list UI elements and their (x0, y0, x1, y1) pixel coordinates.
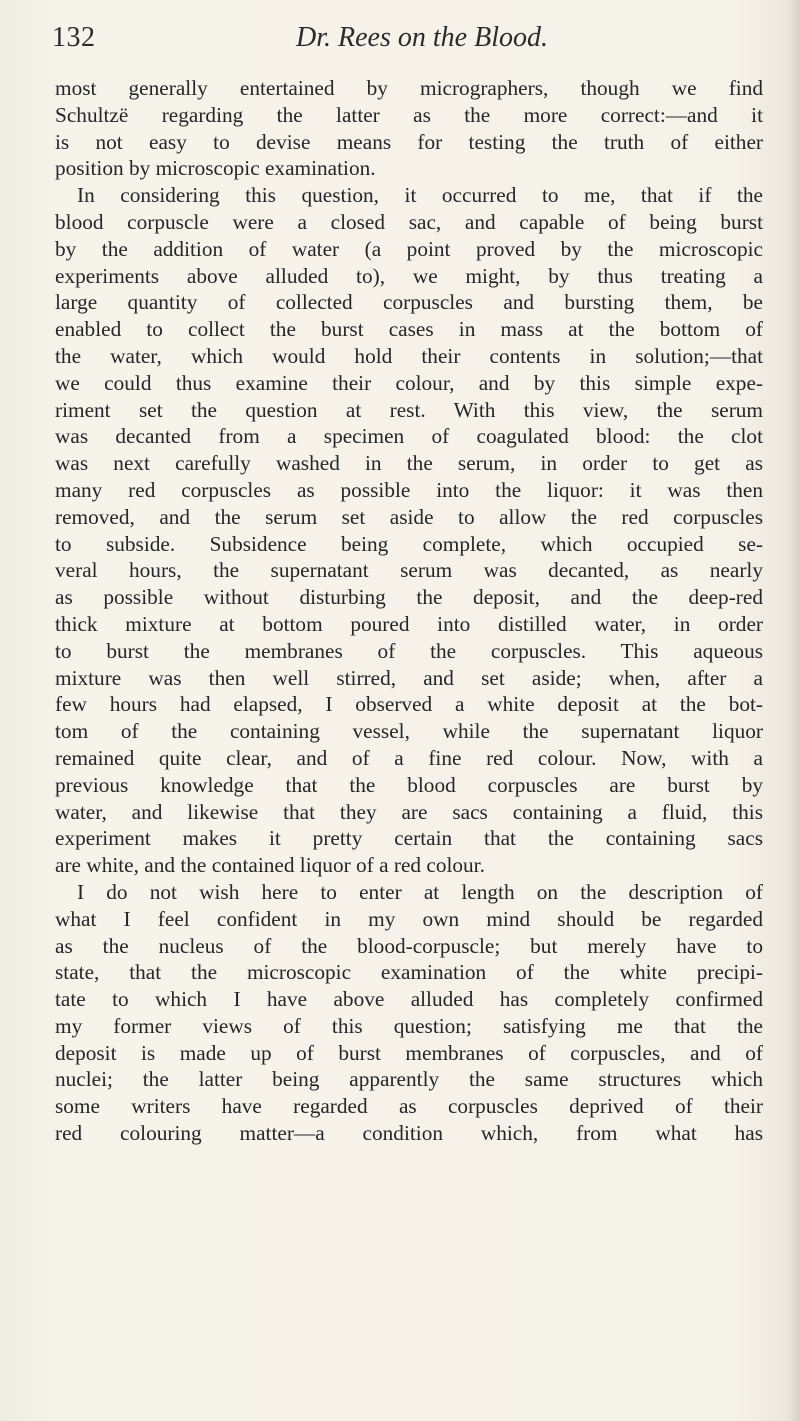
text-line: to burst the membranes of the corpuscles. This aqueous (55, 638, 763, 663)
text-line: enabled to collect the burst cases in mass at the bottom of (55, 317, 763, 342)
text-line: by the addition of water (a point proved by the microscopic (55, 236, 763, 261)
text-line: we could thus examine their colour, and by this simple expe- (55, 370, 763, 395)
text-line: thick mixture at bottom poured into distilled water, in order (55, 611, 763, 636)
text-line: mixture was then well stirred, and set aside; when, after a (55, 665, 763, 690)
text-line: veral hours, the supernatant serum was decanted, as nearly (55, 558, 763, 583)
text-line: remained quite clear, and of a fine red colour. Now, with a (55, 745, 763, 770)
text-line: riment set the question at rest. With this view, the serum (55, 397, 763, 422)
text-line: as the nucleus of the blood-corpuscle; but merely have to (55, 933, 763, 958)
text-line: position by microscopic examination. (55, 156, 376, 181)
paragraph-start-line: I do not wish here to enter at length on the description of (77, 879, 763, 904)
running-head (52, 18, 744, 62)
text-line: are white, and the contained liquor of a red colour. (55, 853, 485, 878)
page-number: 132 (52, 22, 96, 53)
text-line: deposit is made up of burst membranes of corpuscles, and of (55, 1040, 763, 1065)
text-line: red colouring matter—a condition which, from what has (55, 1121, 763, 1146)
text-line: blood corpuscle were a closed sac, and capable of being burst (55, 209, 763, 234)
page-edge-shadow (786, 0, 800, 1421)
text-line: previous knowledge that the blood corpuscles are burst by (55, 772, 763, 797)
text-line: removed, and the serum set aside to allow the red corpuscles (55, 504, 763, 529)
running-title: Dr. Rees on the Blood. (296, 22, 548, 53)
text-line: the water, which would hold their contents in solution;—that (55, 343, 763, 368)
text-line: experiments above alluded to), we might, by thus treating a (55, 263, 763, 288)
text-line: nuclei; the latter being apparently the same structures which (55, 1067, 763, 1092)
text-line: was next carefully washed in the serum, in order to get as (55, 451, 763, 476)
text-line: water, and likewise that they are sacs containing a fluid, this (55, 799, 763, 824)
text-line: experiment makes it pretty certain that the containing sacs (55, 826, 763, 851)
text-line: tate to which I have above alluded has completely confirmed (55, 987, 763, 1012)
text-line: many red corpuscles as possible into the liquor: it was then (55, 477, 763, 502)
body-text (55, 75, 763, 1147)
text-line: Schultzë regarding the latter as the more correct:—and it (55, 102, 763, 127)
text-line: most generally entertained by micrographers, though we find (55, 76, 763, 100)
text-line: is not easy to devise means for testing the truth of either (55, 129, 763, 154)
text-line: as possible without disturbing the deposit, and the deep-red (55, 585, 763, 610)
text-line: my former views of this question; satisfying me that the (55, 1013, 763, 1038)
text-line: was decanted from a specimen of coagulated blood: the clot (55, 424, 763, 449)
text-line: large quantity of collected corpuscles and bursting them, be (55, 290, 763, 315)
paragraph-start-line: In considering this question, it occurred to me, that if the (77, 183, 763, 208)
text-line: some writers have regarded as corpuscles deprived of their (55, 1094, 763, 1119)
text-line: what I feel confident in my own mind should be regarded (55, 906, 763, 931)
text-line: to subside. Subsidence being complete, which occupied se- (55, 531, 763, 556)
text-line: tom of the containing vessel, while the supernatant liquor (55, 719, 763, 744)
text-line: state, that the microscopic examination of the white precipi- (55, 960, 763, 985)
text-line: few hours had elapsed, I observed a white deposit at the bot- (55, 692, 763, 717)
